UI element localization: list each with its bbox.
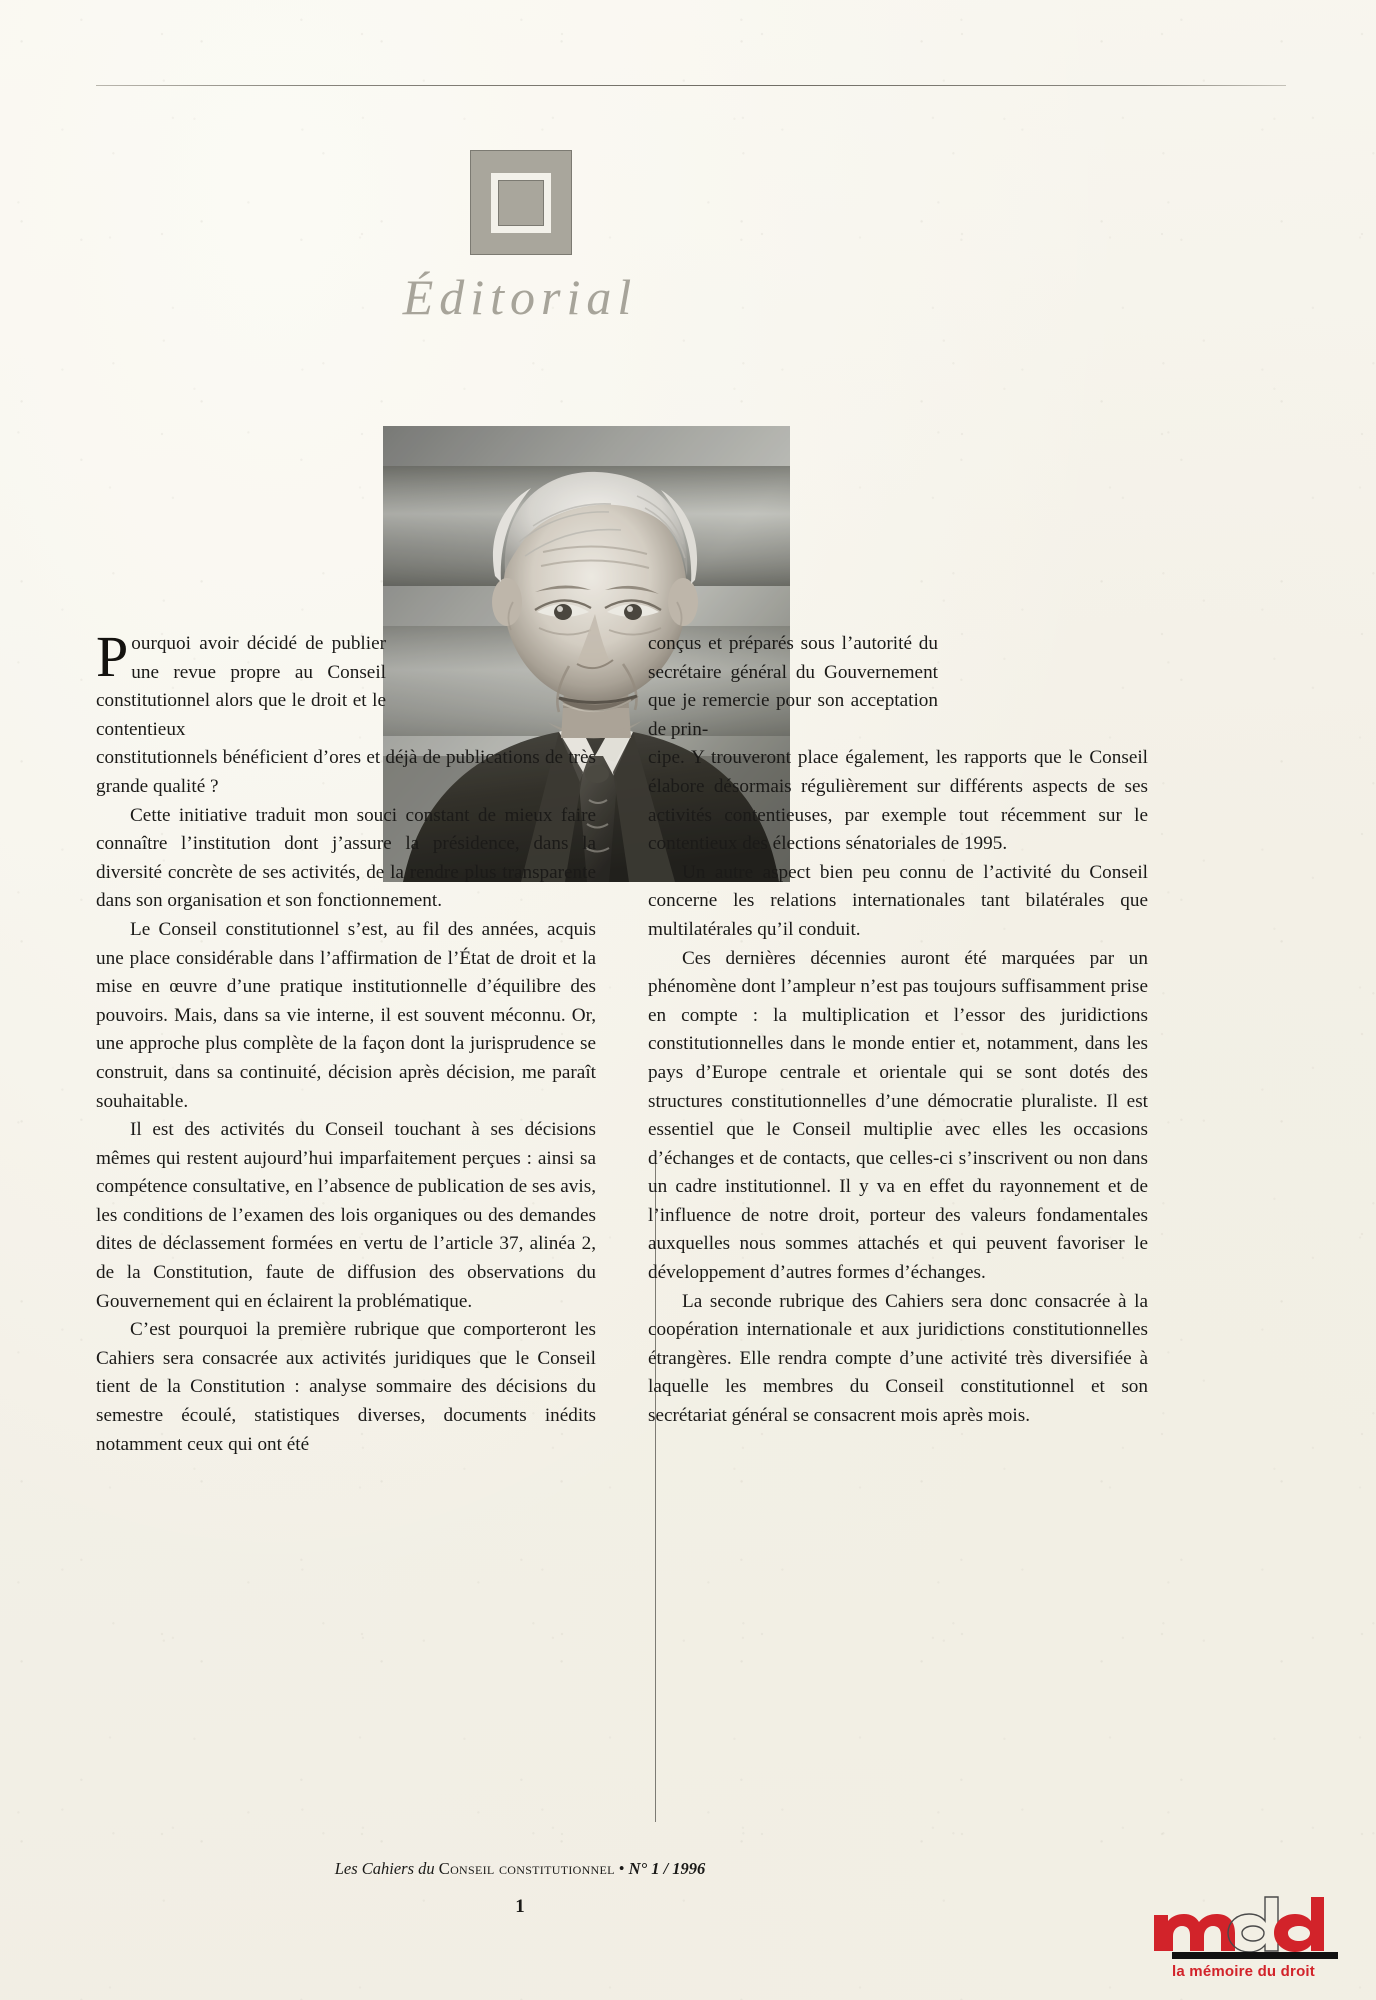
page-title: Éditorial bbox=[402, 269, 638, 325]
header-rule bbox=[96, 85, 1286, 86]
paragraph: La seconde rubrique des Cahiers sera donc consacrée à la coopération internationale et aux juridictions constitutionnelles étrangères. Elle rendra compte d’une activité très diversifiée à laquelle les membres du Conseil constitutionnel et son secrétariat général se consacrent mois après mois. bbox=[648, 1290, 1148, 1427]
paragraph: Ces dernières décennies auront été marquées par un phénomène dont l’ampleur n’est pas toujours suffisamment prise en compte : la multiplication et l’essor des juridictions constitutionnelles dans le monde entier et, notamment, dans les pays d’Europe centrale et orientale qui se sont dotés des structures constitutionnelles d’une démocratie pluraliste. Il est essentiel que le Conseil multiplie avec elles les occasions d’échanges et de contacts, que celles-ci s’inscrivent ou non dans un cadre institutionnel. Il y va en effet du rayonnement et de l’influence de notre droit, porteur des valeurs fondamentales auxquelles nous sommes attachés et qui peuvent favoriser le développement d’autres formes d’échanges. bbox=[648, 947, 1148, 1284]
mdd-tagline: la mémoire du droit bbox=[1172, 1963, 1315, 1980]
mdd-underline-bar bbox=[1172, 1952, 1338, 1959]
paragraph: cipe. Y trouveront place également, les rapports que le Conseil élabore désormais régulièrement sur différents aspects de ses activités contentieuses, par exemple tout récemment sur le contentieux des élections sénatoriales de 1995. bbox=[648, 747, 1148, 855]
right-column bbox=[648, 630, 1148, 1431]
footer-citation bbox=[0, 1859, 1040, 1879]
footer-bullet: • bbox=[618, 1859, 625, 1878]
paragraph: Cette initiative traduit mon souci constant de mieux faire connaître l’institution dont j’assure la présidence, dans la diversité concrète de ses activités, de la rendre plus transparente dans son organisation et son fonctionnement. bbox=[96, 804, 596, 912]
drop-cap: P bbox=[96, 624, 129, 689]
footer-year: 1996 bbox=[672, 1859, 706, 1878]
mark-white-ring bbox=[491, 173, 551, 233]
footer-separator: / bbox=[663, 1859, 669, 1878]
page-number: 1 bbox=[515, 1896, 525, 1917]
paragraph: conçus et préparés sous l’autorité du secrétaire général du Gouvernement que je remercie pour son acceptation de prin- bbox=[648, 633, 938, 740]
paragraph: C’est pourquoi la première rubrique que comporteront les Cahiers sera consacrée aux activités juridiques que le Conseil tient de la Constitution : analyse sommaire des décisions du semestre écoulé, statistiques diverses, documents inédits notamment ceux qui ont été bbox=[96, 1319, 596, 1455]
footer-journal-smallcaps: Conseil constitutionnel bbox=[438, 1859, 615, 1878]
footer-journal-italic: Les Cahiers du bbox=[334, 1859, 435, 1878]
publisher-logo bbox=[1148, 1893, 1360, 1989]
paragraph bbox=[96, 624, 386, 744]
paragraph: Il est des activités du Conseil touchant à ses décisions mêmes qui restent aujourd’hui imparfaitement perçues : ainsi sa compétence consultative, en l’absence de publication de ses avis, les conditions de l’examen des lois organiques ou des demandes dites de déclassement formées en vertu de l’article 37, alinéa 2, de la Constitution, faute de diffusion des observations du Gouvernement qui en éclairent la problématique. bbox=[96, 1119, 596, 1312]
paragraph: Le Conseil constitutionnel s’est, au fil des années, acquis une place considérable dans l’affirmation de l’État de droit et la mise en œuvre d’une pratique institutionnelle d’équilibre des pouvoirs. Mais, dans sa vie interne, il est souvent méconnu. Or, une approche plus complète de la façon dont la jurisprudence se construit, dans sa continuité, décision après décision, me paraît souhaitable. bbox=[96, 918, 596, 1112]
article-body bbox=[96, 624, 1286, 1455]
square-in-square-mark-icon bbox=[470, 150, 572, 255]
mark-inner-square bbox=[498, 180, 544, 226]
paragraph: Un autre aspect bien peu connu de l’activité du Conseil concerne les relations internationales tant bilatérales que multilatérales qu’il conduit. bbox=[648, 861, 1148, 940]
footer-issue: N° 1 bbox=[628, 1859, 660, 1878]
left-column bbox=[96, 624, 596, 1459]
paragraph-text: ourquoi avoir décidé de publier une revue propre au Conseil constitutionnel alors que le droit et le contentieux bbox=[96, 633, 386, 740]
paragraph: constitutionnels bénéficient d’ores et déjà de publications de très grande qualité ? bbox=[96, 747, 596, 797]
mdd-wordmark-icon bbox=[1148, 1893, 1338, 1955]
